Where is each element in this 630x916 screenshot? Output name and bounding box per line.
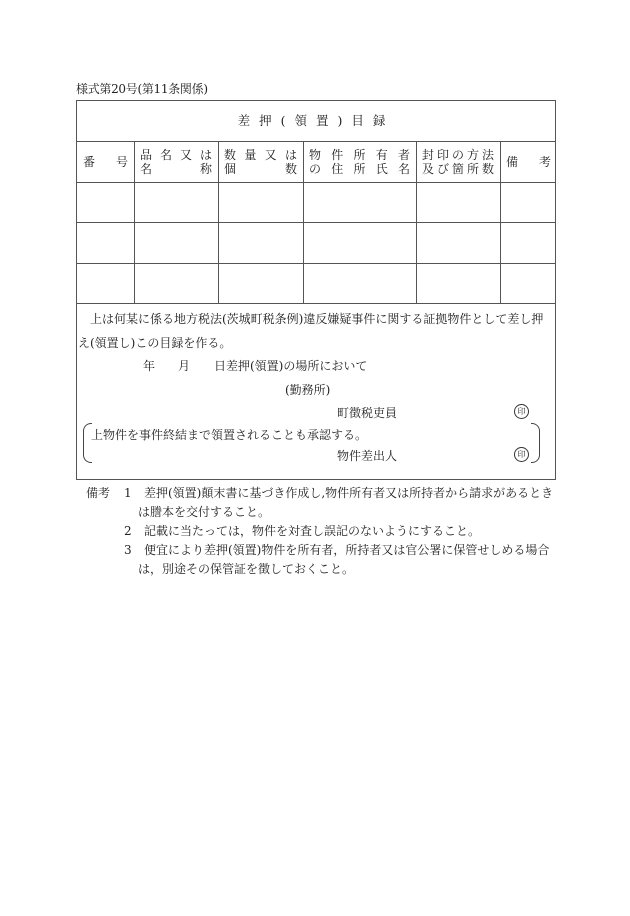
seal-icon: 印 xyxy=(514,404,529,419)
date-year-label: 年 xyxy=(143,359,156,373)
header-char: 号 xyxy=(115,154,128,169)
note-text: 便宜により差押(領置)物件を所有者，所持者又は官公署に保管せしめる場合 xyxy=(144,543,550,557)
note-text: 記載に当たっては，物件を対査し誤記のないようにすること。 xyxy=(144,524,481,538)
office-label: (勤務所) xyxy=(285,383,331,397)
header-char: 所 xyxy=(466,161,479,176)
header-owner xyxy=(303,141,416,182)
header-char: 又 xyxy=(264,147,277,162)
header-char: 名 xyxy=(397,161,410,176)
header-char: 住 xyxy=(331,161,344,176)
date-place-label: 日差押(領置)の場所において xyxy=(214,359,368,373)
header-char: 名 xyxy=(159,147,172,162)
header-char: 量 xyxy=(244,147,257,162)
header-char: 法 xyxy=(481,147,494,162)
header-char: 件 xyxy=(331,147,344,162)
statement-line-1: 上は何某に係る地方税法(茨城町税条例)違反嫌疑事件に関する証拠物件として差し押 xyxy=(90,312,544,326)
header-char: 有 xyxy=(375,147,388,162)
statement-line-2: え(領置し)この目録を作る。 xyxy=(78,336,232,350)
table-row[interactable] xyxy=(77,222,557,263)
header-char: 封 xyxy=(422,147,435,162)
header-char: 称 xyxy=(199,161,212,176)
header-item-name xyxy=(134,141,218,182)
notes-heading: 備考 xyxy=(86,486,111,500)
note-number: 1 xyxy=(124,486,132,500)
header-char: 番 xyxy=(83,154,96,169)
form-number-label: 様式第20号(第11条関係) xyxy=(76,82,208,96)
header-quantity xyxy=(218,141,303,182)
submitter-label: 物件差出人 xyxy=(337,449,398,463)
table-row[interactable] xyxy=(77,182,557,222)
header-char: び xyxy=(436,161,449,176)
header-char: 品 xyxy=(140,147,153,162)
document-title: 差押(領置)目録 xyxy=(237,113,395,128)
seizure-inventory-table xyxy=(76,100,556,480)
header-char: 個 xyxy=(224,161,237,176)
header-char: 考 xyxy=(538,154,551,169)
note-text: は謄本を交付すること。 xyxy=(138,505,271,519)
header-seal-method xyxy=(416,141,500,182)
header-remarks xyxy=(500,141,557,182)
note-number: 2 xyxy=(124,524,132,538)
header-char: 数 xyxy=(284,161,297,176)
header-char: の xyxy=(451,147,464,162)
tax-official-label: 町徴税吏員 xyxy=(337,406,398,420)
header-char: 所 xyxy=(353,161,366,176)
header-char: 印 xyxy=(436,147,449,162)
header-char: 数 xyxy=(481,161,494,176)
header-char: 及 xyxy=(422,161,435,176)
header-char: 所 xyxy=(353,147,366,162)
header-char: 名 xyxy=(140,161,153,176)
header-char: は xyxy=(284,147,297,162)
table-row[interactable] xyxy=(77,263,557,303)
note-text: 差押(領置)顛末書に基づき作成し,物件所有者又は所持者から請求があるとき xyxy=(144,486,554,500)
header-char: 物 xyxy=(309,147,322,162)
header-char: 数 xyxy=(224,147,237,162)
header-number xyxy=(77,141,134,182)
header-char: 備 xyxy=(506,154,519,169)
header-char: 方 xyxy=(466,147,479,162)
consent-statement: 上物件を事件終結まで領置されることも承認する。 xyxy=(91,428,368,442)
note-number: 3 xyxy=(124,543,132,557)
header-char: の xyxy=(309,161,322,176)
seal-icon: 印 xyxy=(514,447,529,462)
header-char: 者 xyxy=(397,147,410,162)
header-char: 氏 xyxy=(375,161,388,176)
date-month-label: 月 xyxy=(178,359,191,373)
note-text: は，別途その保管証を徴しておくこと。 xyxy=(138,562,355,576)
divider xyxy=(77,303,555,304)
header-char: は xyxy=(199,147,212,162)
header-char: 又 xyxy=(179,147,192,162)
header-char: 箇 xyxy=(451,161,464,176)
right-bracket xyxy=(531,423,540,463)
